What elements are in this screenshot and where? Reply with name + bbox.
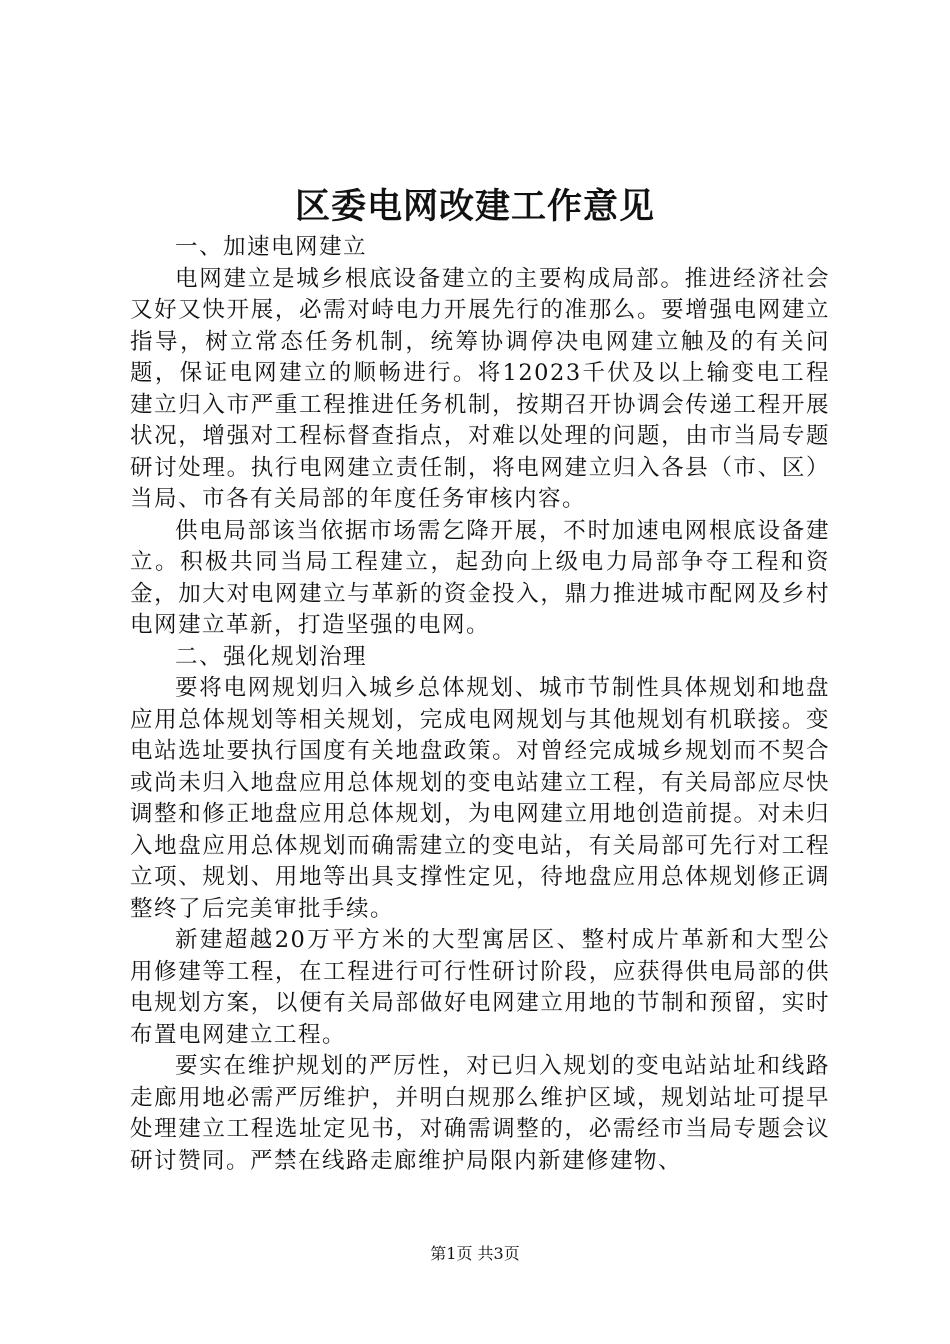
section-heading: 一、加速电网建立: [175, 234, 368, 260]
paragraph: 要将电网规划归入城乡总体规划、城市节制性具体规划和地盘应用总体规划等相关规划，完成电网规划与其他规划有机联接。变电站选址要执行国度有关地盘政策。对曾经完成城乡规划而不契合或尚未归入地盘应用总体规划的变电站建立工程，有关局部应尽快调整和修正地盘应用总体规划，为电网建立用地创造前提。对未归入地盘应用总体规划而确需建立的变电站，有关局部可先行对工程立项、规划、用地等出具支撑性定见，待地盘应用总体规划修正调整终了后完美审批手续。: [130, 675, 830, 922]
paragraph: 电网建立是城乡根底设备建立的主要构成局部。推进经济社会又好又快开展，必需对峙电力开展先行的准那么。要增强电网建立指导，树立常态任务机制，统筹协调停决电网建立触及的有关问题，保证电网建立的顺畅进行。将12023千伏及以上输变电工程建立归入市严重工程推进任务机制，按期召开协调会传递工程开展状况，增强对工程标督查指点，对难以处理的问题，由市当局专题研讨处理。执行电网建立责任制，将电网建立归入各县（市、区）当局、市各有关局部的年度任务审核内容。: [130, 265, 830, 512]
section-heading: 二、强化规划治理: [175, 643, 368, 670]
document-body: [130, 232, 830, 1177]
page-footer: 第1页 共3页: [430, 1244, 520, 1263]
paragraph: 供电局部该当依据市场需乞降开展，不时加速电网根底设备建立。积极共同当局工程建立，起劲向上级电力局部争夺工程和资金，加大对电网建立与革新的资金投入，鼎力推进城市配网及乡村电网建立革新，打造坚强的电网。: [130, 517, 830, 638]
document-title: 区委电网改建工作意见: [294, 186, 655, 227]
paragraph: 要实在维护规划的严厉性，对已归入规划的变电站站址和线路走廊用地必需严厉维护，并明白规那么维护区域，规划站址可提早处理建立工程选址定见书，对确需调整的，必需经市当局专题会议研讨赞同。严禁在线路走廊维护局限内新建修建物、: [130, 1053, 830, 1174]
paragraph: 新建超越20万平方米的大型寓居区、整村成片革新和大型公用修建等工程，在工程进行可行性研讨阶段，应获得供电局部的供电规划方案，以便有关局部做好电网建立用地的节制和预留，实时布置电网建立工程。: [130, 927, 830, 1048]
